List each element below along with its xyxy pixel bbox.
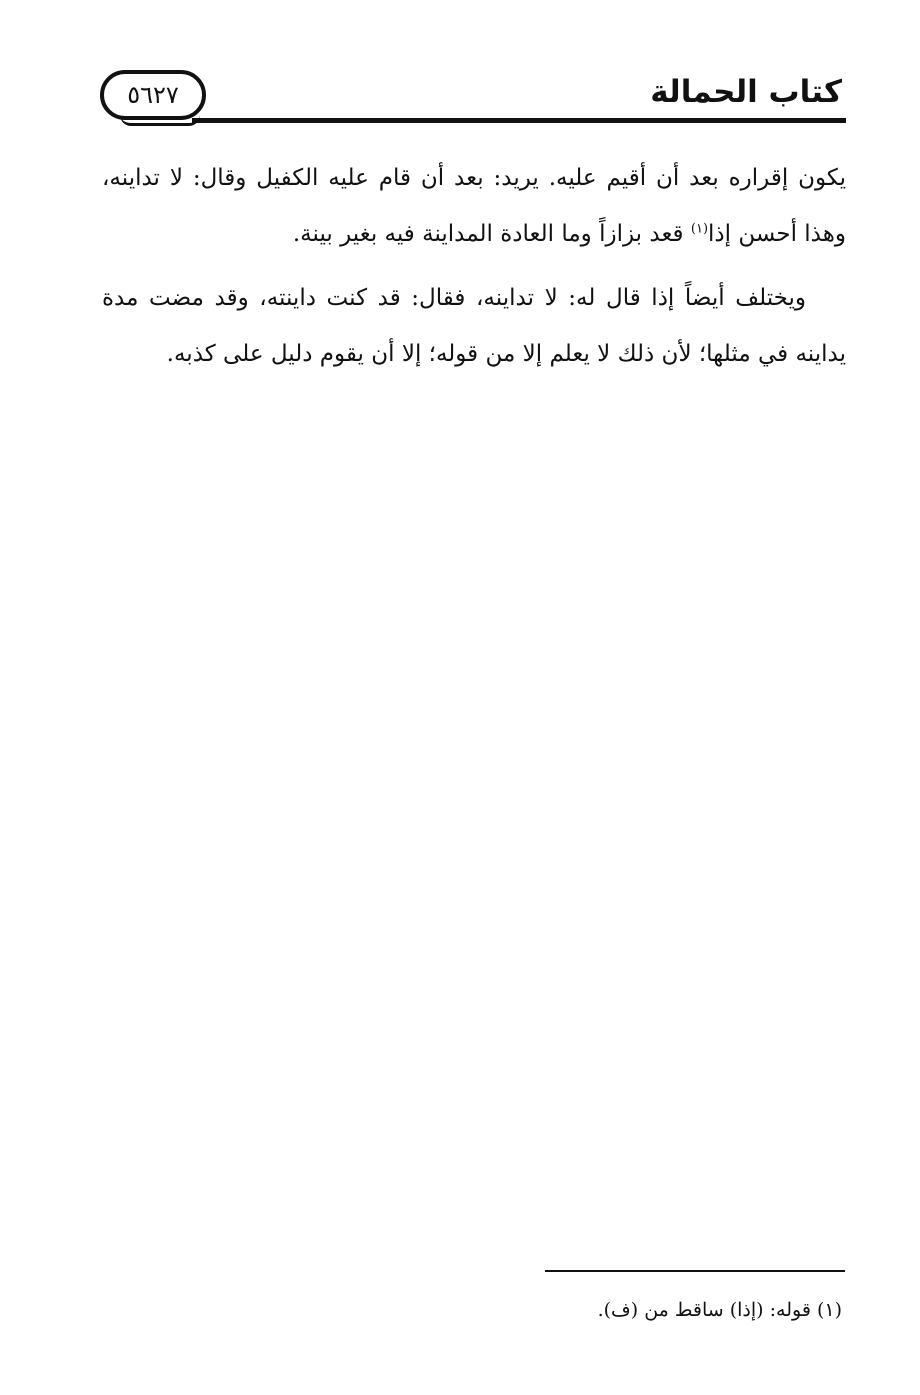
page-number: ٥٦٢٧ bbox=[127, 81, 179, 109]
paragraph-1-text: يكون إقراره بعد أن أقيم عليه. يريد: بعد أن قام عليه الكفيل وقال: لا تداينه، وهذا أحسن إذا bbox=[102, 165, 846, 247]
header-rule bbox=[192, 118, 846, 123]
page-number-badge bbox=[100, 70, 206, 120]
paragraph-1 bbox=[102, 150, 846, 262]
paragraph-2: ويختلف أيضاً إذا قال له: لا تداينه، فقال: قد كنت داينته، وقد مضت مدة يداينه في مثلها؛ لأن ذلك لا يعلم إلا من قوله؛ إلا أن يقوم دليل على كذبه. bbox=[102, 285, 846, 367]
footnote-1: (١) قوله: (إذا) ساقط من (ف). bbox=[597, 1299, 842, 1321]
paragraph-1-text-continued: قعد بزازاً وما العادة المداينة فيه بغير بينة. bbox=[292, 221, 691, 247]
footnote-marker: (١) bbox=[690, 221, 709, 237]
page-header bbox=[96, 52, 846, 132]
body-text bbox=[102, 150, 846, 390]
book-title: كتاب الحمالة bbox=[650, 74, 842, 110]
footnote-separator bbox=[545, 1270, 845, 1272]
